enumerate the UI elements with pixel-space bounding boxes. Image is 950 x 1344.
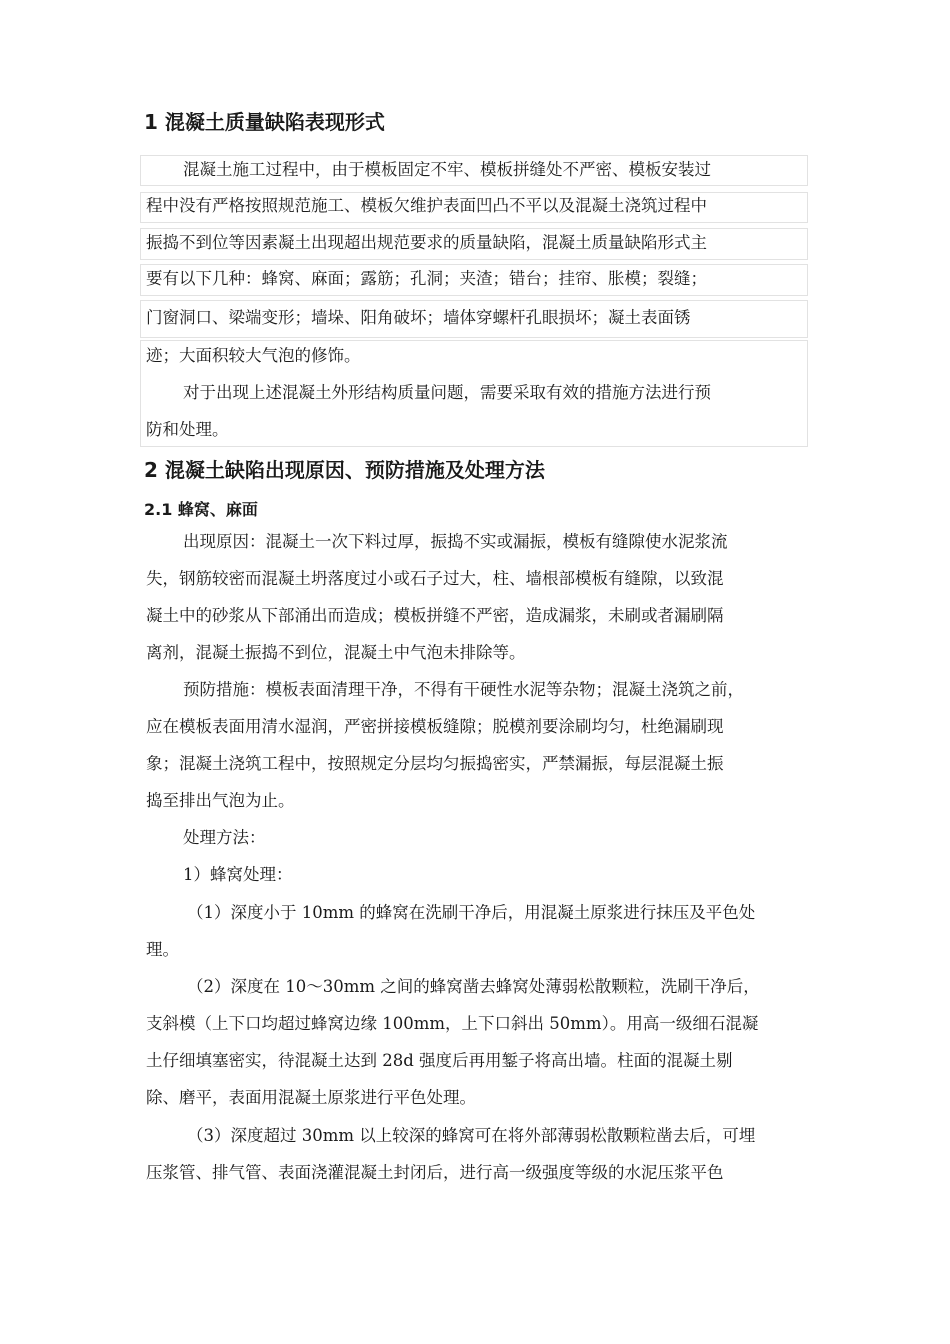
paragraph-line: 土仔细填塞密实，待混凝土达到 28d 强度后再用錾子将高出墙。柱面的混凝土剔: [146, 1051, 733, 1070]
paragraph-line: 出现原因：混凝土一次下料过厚，振捣不实或漏振，模板有缝隙使水泥浆流: [183, 532, 728, 551]
paragraph-line: 混凝土施工过程中，由于模板固定不牢、模板拼缝处不严密、模板安装过: [183, 160, 711, 179]
paragraph-line: 压浆管、排气管、表面浇灌混凝土封闭后，进行高一级强度等级的水泥压浆平色: [146, 1163, 724, 1182]
section-1-heading: 1 混凝土质量缺陷表现形式: [144, 110, 385, 134]
section-2-heading: 2 混凝土缺陷出现原因、预防措施及处理方法: [144, 458, 545, 482]
paragraph-line: 1）蜂窝处理：: [183, 865, 293, 884]
paragraph-line: 振捣不到位等因素凝土出现超出规范要求的质量缺陷，混凝土质量缺陷形式主: [146, 233, 707, 252]
paragraph-line: （3）深度超过 30mm 以上较深的蜂窝可在将外部薄弱松散颗粒凿去后，可埋: [187, 1126, 756, 1145]
paragraph-line: 除、磨平，表面用混凝土原浆进行平色处理。: [146, 1088, 476, 1107]
paragraph-line: 防和处理。: [146, 420, 229, 439]
paragraph-line: （1）深度小于 10mm 的蜂窝在洗刷干净后，用混凝土原浆进行抹压及平色处: [187, 903, 756, 922]
paragraph-line: 捣至排出气泡为止。: [146, 791, 295, 810]
paragraph-line: 理。: [146, 940, 179, 959]
paragraph-line: 处理方法：: [183, 828, 266, 847]
paragraph-line: 预防措施：模板表面清理干净，不得有干硬性水泥等杂物；混凝土浇筑之前，: [183, 680, 744, 699]
paragraph-line: 象；混凝土浇筑工程中，按照规定分层均匀振捣密实，严禁漏振，每层混凝土振: [146, 754, 724, 773]
paragraph-line: （2）深度在 10～30mm 之间的蜂窝凿去蜂窝处薄弱松散颗粒，洗刷干净后，: [187, 977, 760, 996]
paragraph-line: 程中没有严格按照规范施工、模板欠维护表面凹凸不平以及混凝土浇筑过程中: [146, 196, 707, 215]
paragraph-line: 门窗洞口、梁端变形；墙垛、阳角破坏；墙体穿螺杆孔眼损坏；凝土表面锈: [146, 308, 691, 327]
paragraph-line: 对于出现上述混凝土外形结构质量问题，需要采取有效的措施方法进行预: [183, 383, 711, 402]
paragraph-line: 失，钢筋较密而混凝土坍落度过小或石子过大，柱、墙根部模板有缝隙，以致混: [146, 569, 724, 588]
paragraph-line: 离剂，混凝土振捣不到位，混凝土中气泡未排除等。: [146, 643, 526, 662]
paragraph-line: 应在模板表面用清水湿润，严密拼接模板缝隙；脱模剂要涂刷均匀，杜绝漏刷现: [146, 717, 724, 736]
paragraph-line: 凝土中的砂浆从下部涌出而造成；模板拼缝不严密，造成漏浆，未刷或者漏刷隔: [146, 606, 724, 625]
paragraph-line: 要有以下几种：蜂窝、麻面；露筋；孔洞；夹渣；错台；挂帘、胀模；裂缝；: [146, 269, 707, 288]
paragraph-line: 迹；大面积较大气泡的修饰。: [146, 346, 361, 365]
paragraph-line: 支斜模（上下口均超过蜂窝边缘 100mm，上下口斜出 50mm）。用高一级细石混凝: [146, 1014, 759, 1033]
subsection-2-1-heading: 2.1 蜂窝、麻面: [144, 500, 258, 519]
